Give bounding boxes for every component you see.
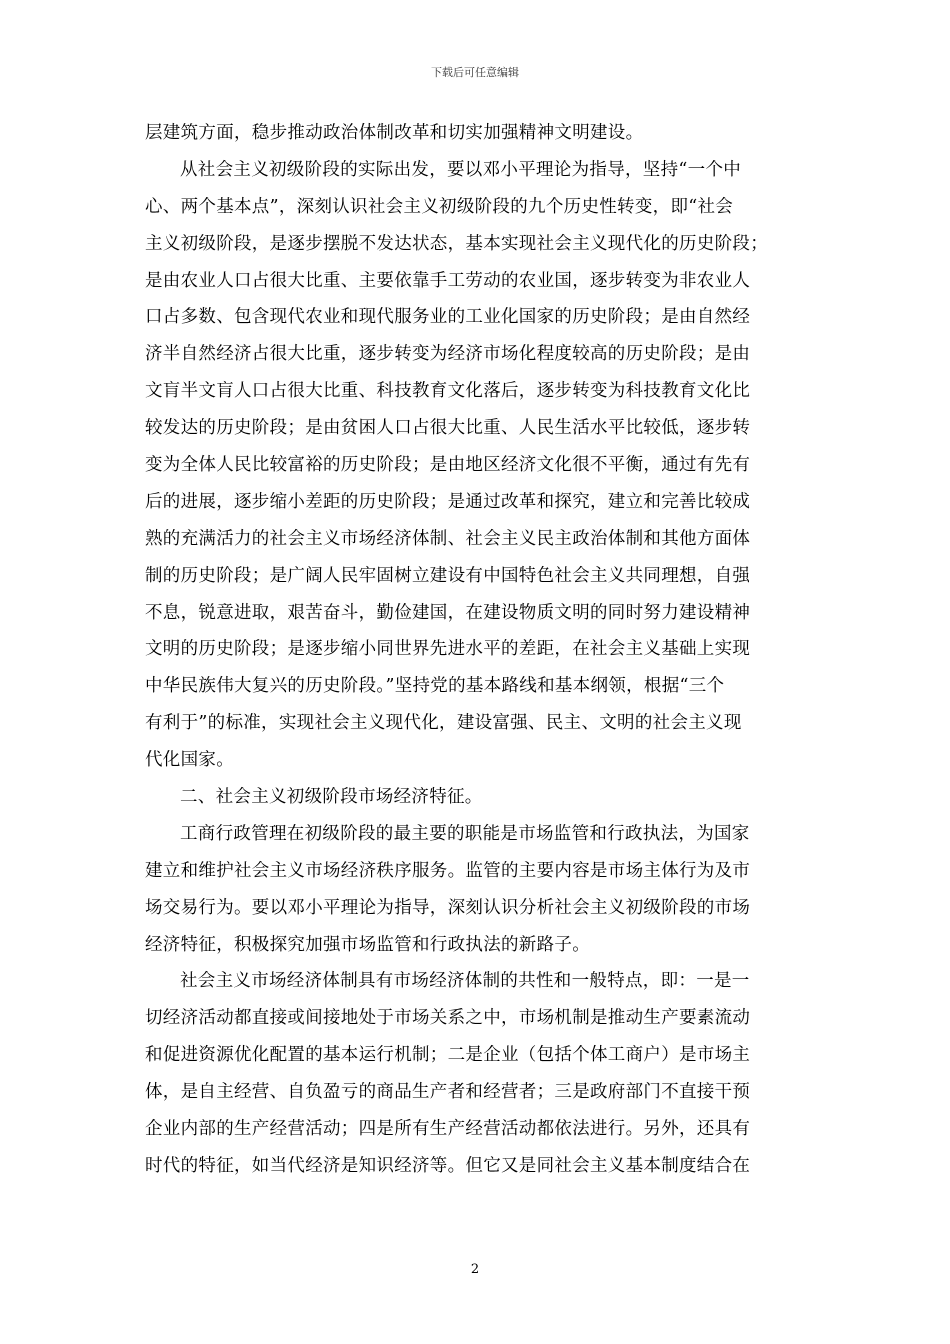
text-line: 经济特征，积极探究加强市场监管和行政执法的新路子。	[145, 934, 590, 955]
text-line: 企业内部的生产经营活动；四是所有生产经营活动都依法进行。另外，还具有	[145, 1119, 751, 1140]
text-line: 文明的历史阶段；是逐步缩小同世界先进水平的差距，在社会主义基础上实现	[145, 639, 751, 660]
text-line: 建立和维护社会主义市场经济秩序服务。监管的主要内容是市场主体行为及市	[145, 860, 751, 881]
text-line: 主义初级阶段，是逐步摆脱不发达状态，基本实现社会主义现代化的历史阶段；	[145, 233, 768, 254]
text-line: 场交易行为。要以邓小平理论为指导，深刻认识分析社会主义初级阶段的市场	[145, 897, 751, 918]
text-line: 有利于”的标准，实现社会主义现代化，建设富强、民主、文明的社会主义现	[145, 713, 742, 734]
text-line: 体，是自主经营、自负盈亏的商品生产者和经营者；三是政府部门不直接干预	[145, 1082, 751, 1103]
text-line: 文肓半文肓人口占很大比重、科技教育文化落后，逐步转变为科技教育文化比	[145, 381, 751, 402]
text-line: 时代的特征，如当代经济是知识经济等。但它又是同社会主义基本制度结合在	[145, 1155, 751, 1176]
text-line: 和促进资源优化配置的基本运行机制；二是企业（包括个体工商户）是市场主	[145, 1045, 751, 1066]
page-header: 下载后可任意编辑	[431, 66, 519, 79]
text-line: 层建筑方面，稳步推动政治体制改革和切实加强精神文明建设。	[145, 123, 644, 143]
text-line: 是由农业人口占很大比重、主要依靠手工劳动的农业国，逐步转变为非农业人	[145, 270, 751, 291]
text-line: 较发达的历史阶段；是由贫困人口占很大比重、人民生活水平比较低，逐步转	[145, 418, 751, 439]
text-line: 口占多数、包含现代农业和现代服务业的工业化国家的历史阶段；是由自然经	[145, 307, 751, 328]
text-line: 中华民族伟大复兴的历史阶段。”坚持党的基本路线和基本纲领，根据“三个	[145, 676, 725, 697]
text-line: 二、社会主义初级阶段市场经济特征。	[180, 787, 483, 808]
text-line: 社会主义市场经济体制具有市场经济体制的共性和一般特点，即：一是一	[180, 971, 750, 992]
document-body	[145, 115, 805, 1185]
text-line: 从社会主义初级阶段的实际出发，要以邓小平理论为指导，坚持“一个中	[180, 159, 742, 180]
page-number: 2	[470, 1262, 480, 1277]
text-line: 济半自然经济占很大比重，逐步转变为经济市场化程度较高的历史阶段；是由	[145, 344, 751, 365]
text-line: 工商行政管理在初级阶段的最主要的职能是市场监管和行政执法，为国家	[180, 823, 750, 844]
text-line: 不息，锐意进取，艰苦奋斗，勤俭建国，在建设物质文明的同时努力建设精神	[145, 602, 751, 623]
text-line: 后的进展，逐步缩小差距的历史阶段；是通过改革和探究，建立和完善比较成	[145, 491, 751, 512]
text-line: 制的历史阶段；是广阔人民牢固树立建设有中国特色社会主义共同理想，自强	[145, 565, 751, 586]
text-line: 熟的充满活力的社会主义市场经济体制、社会主义民主政治体制和其他方面体	[145, 528, 751, 549]
text-line: 代化国家。	[145, 750, 234, 771]
text-line: 切经济活动都直接或间接地处于市场关系之中，市场机制是推动生产要素流动	[145, 1008, 751, 1029]
text-line: 变为全体人民比较富裕的历史阶段；是由地区经济文化很不平衡，通过有先有	[145, 455, 751, 476]
text-line: 心、两个基本点”，深刻认识社会主义初级阶段的九个历史性转变，即“社会	[145, 196, 734, 217]
